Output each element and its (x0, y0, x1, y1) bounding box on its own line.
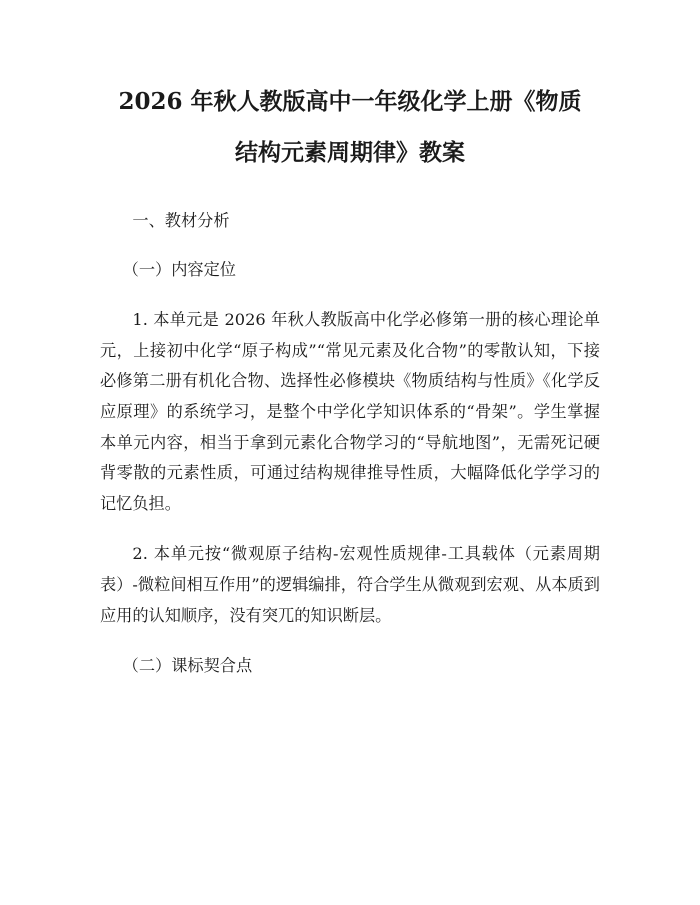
paragraph-1: 1. 本单元是 2026 年秋人教版高中化学必修第一册的核心理论单元，上接初中化学“原子构成”“常见元素及化合物”的零散认知，下接必修第二册有机化合物、选择性必修模块《物质结构与性质》《化学反应原理》的系统学习，是整个中学化学知识体系的“骨架”。学生掌握本单元内容，相当于拿到元素化合物学习的“导航地图”，无需死记硬背零散的元素性质，可通过结构规律推导性质，大幅降低化学学习的记忆负担。 (100, 310, 600, 513)
document-title (88, 76, 612, 178)
paragraph-2: 2. 本单元按“微观原子结构-宏观性质规律-工具载体（元素周期表）-微粒间相互作用”的逻辑编排，符合学生从微观到宏观、从本质到应用的认知顺序，没有突兀的知识断层。 (100, 544, 600, 625)
title-line-2: 结构元素周期律》教案 (235, 139, 465, 166)
section-heading-teaching-material-analysis: 一、教材分析 (132, 211, 230, 230)
subsection-heading-curriculum-alignment: （二）课标契合点 (122, 656, 253, 676)
title-line-1: 2026 年秋人教版高中一年级化学上册《物质 (118, 88, 582, 115)
subsection-heading-content-positioning: （一）内容定位 (122, 259, 236, 279)
